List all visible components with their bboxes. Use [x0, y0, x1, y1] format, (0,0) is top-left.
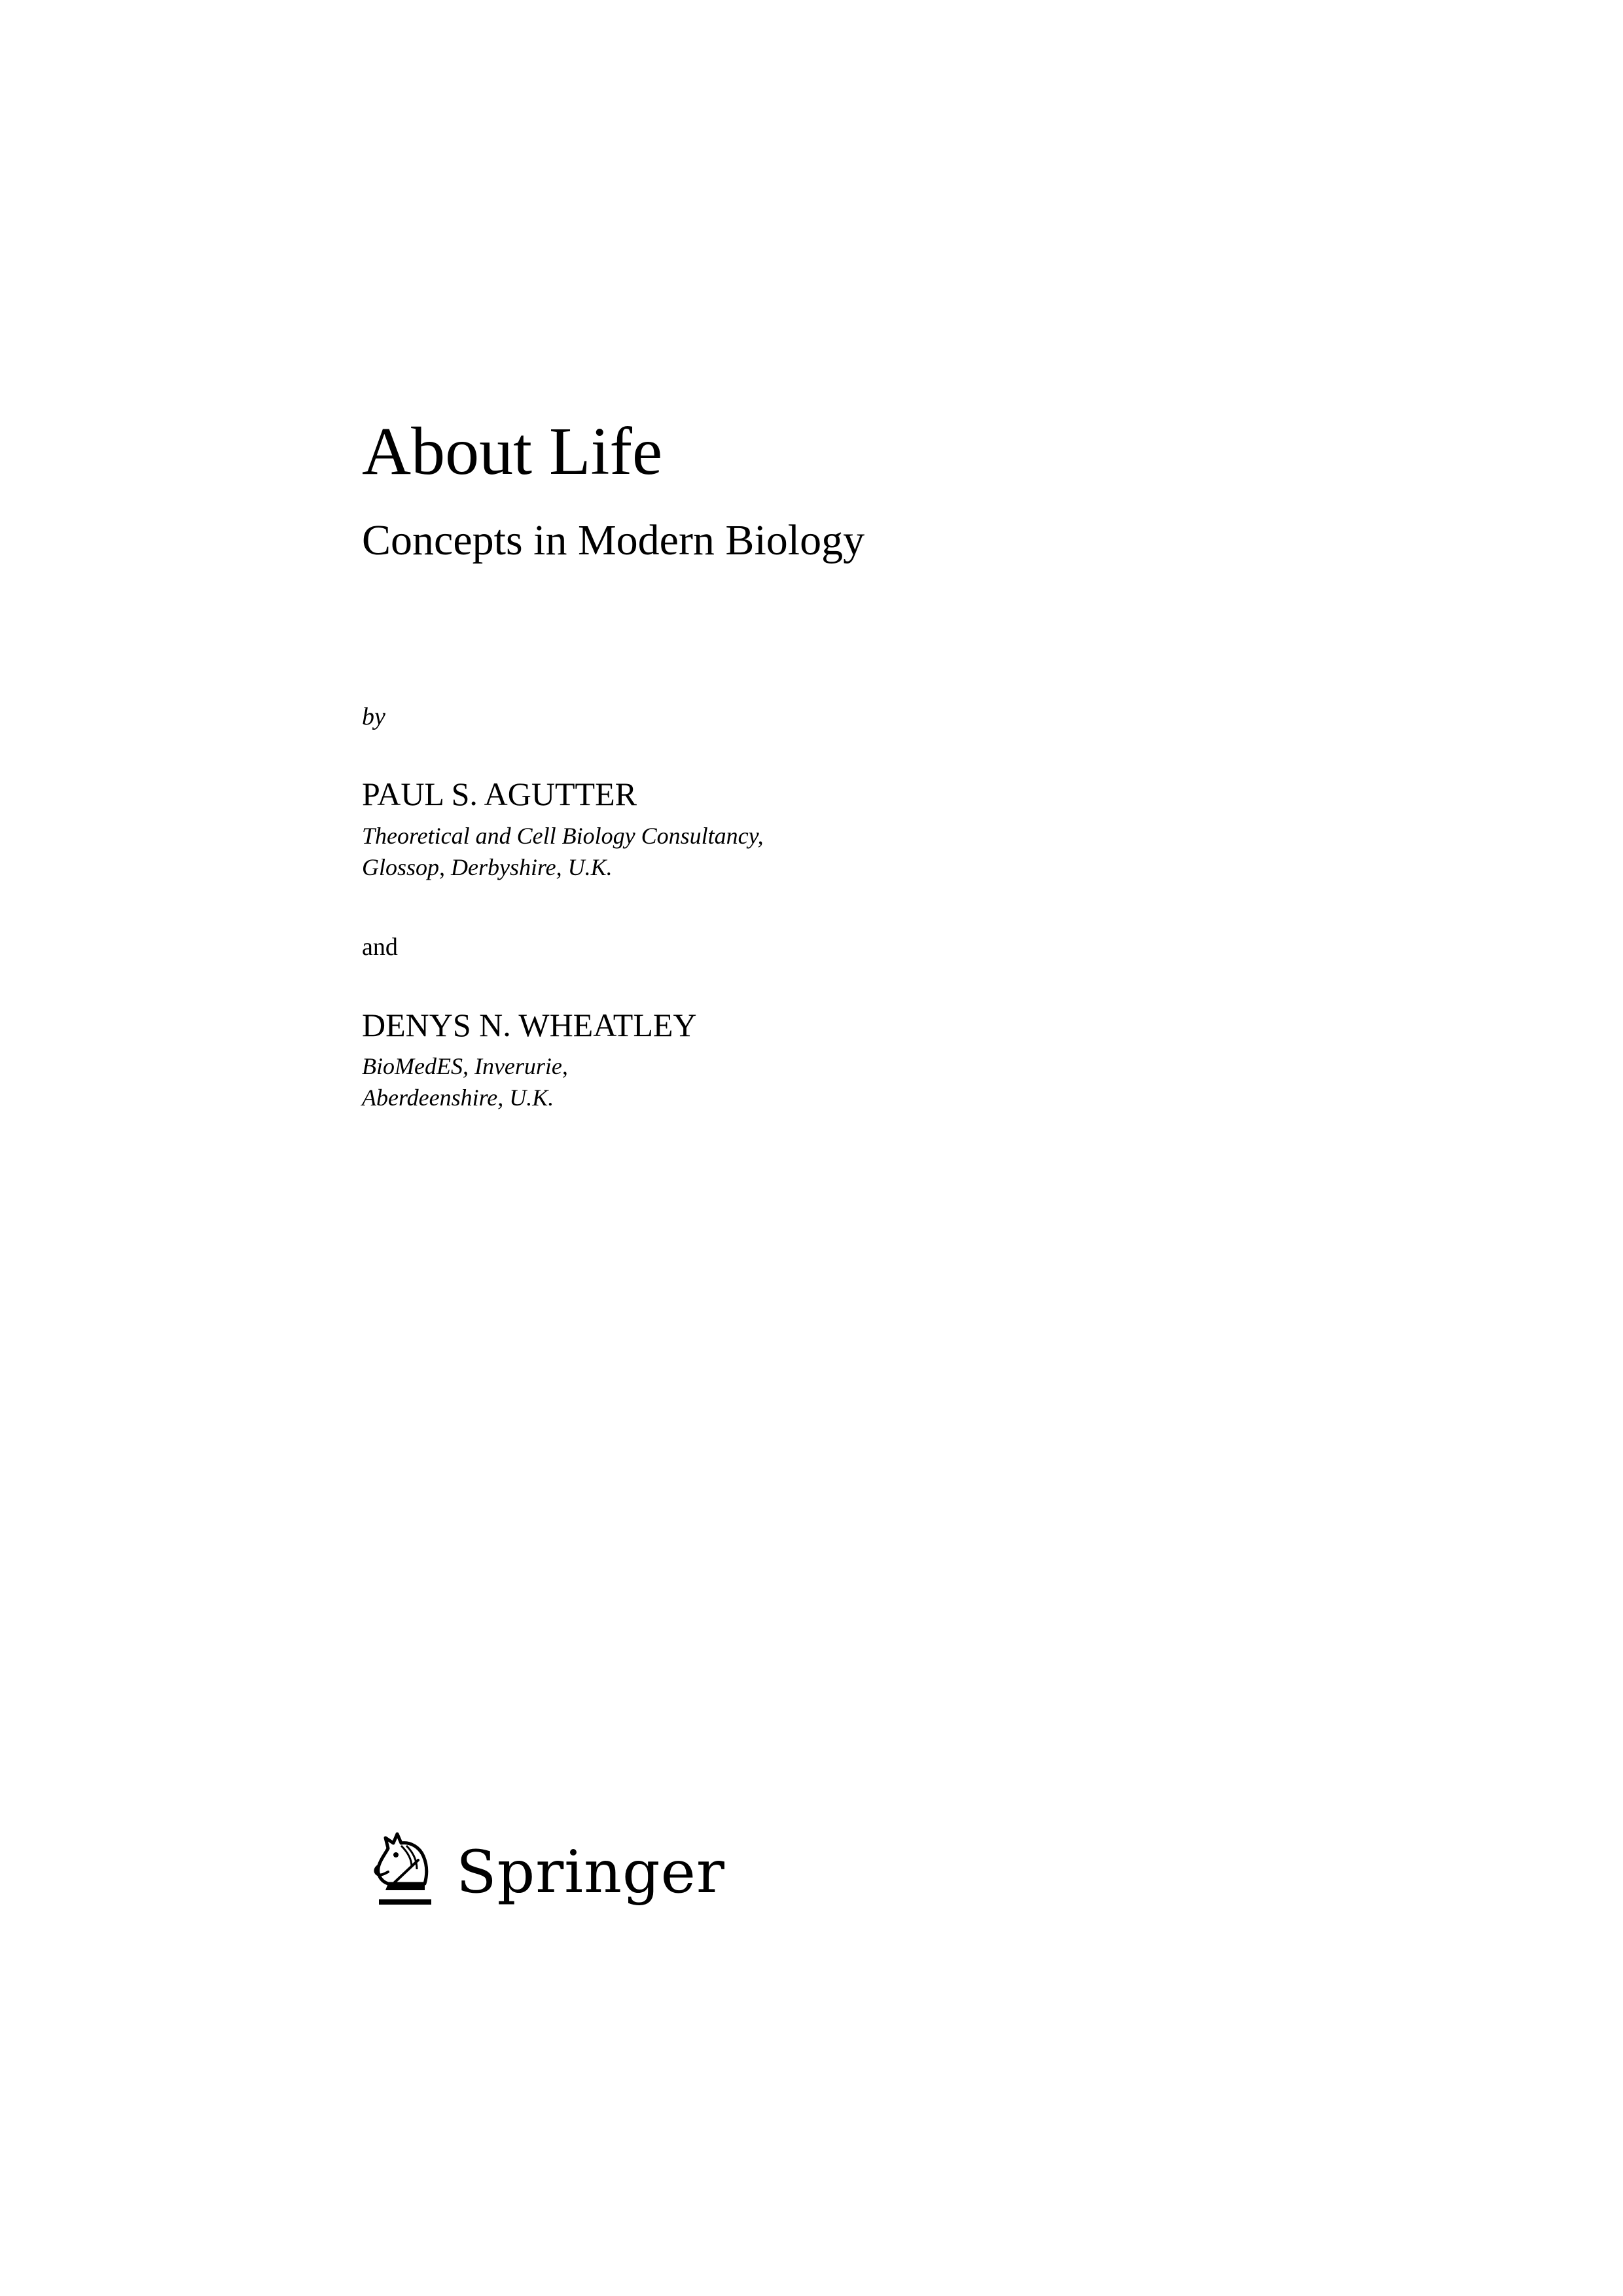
author-1-name: PAUL S. AGUTTER	[362, 776, 637, 812]
book-title: About Life	[362, 414, 663, 489]
author-2-name: DENYS N. WHEATLEY	[362, 1007, 697, 1043]
book-subtitle: Concepts in Modern Biology	[362, 516, 865, 564]
author-conjunction: and	[362, 933, 398, 961]
byline: by	[362, 703, 385, 730]
author-2-affiliation-line1: BioMedES, Inverurie,	[362, 1053, 568, 1079]
author-1-affiliation-line1: Theoretical and Cell Biology Consultancy,	[362, 823, 764, 849]
springer-horse-knight-icon	[368, 1826, 438, 1919]
publisher-imprint	[368, 1826, 725, 1919]
publisher-name: Springer	[456, 1838, 725, 1907]
author-1-affiliation-line2: Glossop, Derbyshire, U.K.	[362, 854, 613, 880]
author-2-affiliation-line2: Aberdeenshire, U.K.	[362, 1085, 554, 1111]
